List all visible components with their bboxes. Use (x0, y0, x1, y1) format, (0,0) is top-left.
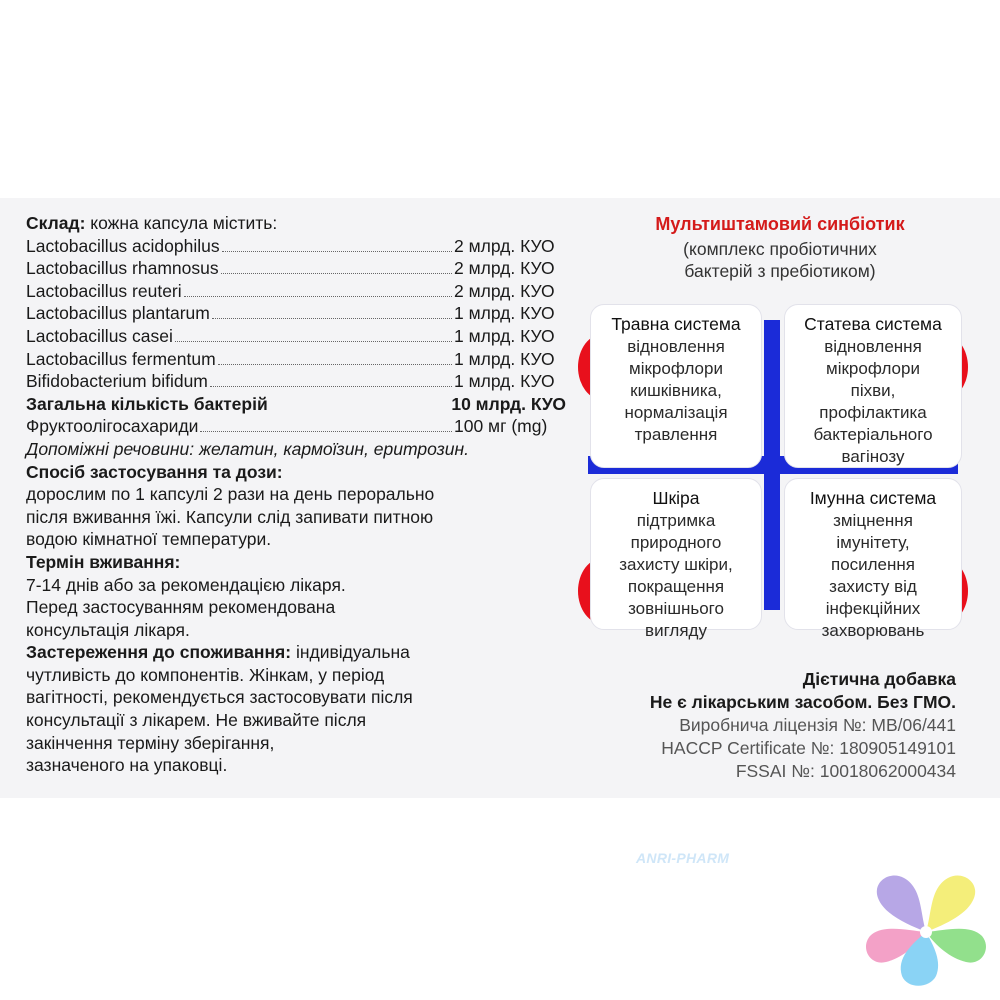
usage-line: дорослим по 1 капсулі 2 рази на день перорально (26, 484, 435, 505)
ingredient-row: Lactobacillus fermentum 1 млрд. КУО (26, 348, 555, 369)
warnings-line: закінчення терміну зберігання, (26, 732, 275, 753)
flower-logo-icon (858, 862, 994, 998)
benefit-card-skin: Шкіра підтримка природного захисту шкіри, покращення зовнішнього вигляду (590, 478, 762, 630)
ingredient-row: Lactobacillus rhamnosus 2 млрд. КУО (26, 258, 555, 279)
composition-heading: Склад: кожна капсула містить: (26, 213, 278, 233)
warnings-line: вагітності, рекомендується застосовувати після (26, 687, 413, 708)
benefit-card-reproductive: Статева система відновлення мікрофлори піхви, профілактика бактеріального вагінозу (784, 304, 962, 468)
ingredient-row: Lactobacillus plantarum 1 млрд. КУО (26, 303, 555, 324)
excipients-text: Допоміжні речовини: желатин, кармоїзин, еритрозин. (26, 438, 469, 459)
watermark-text: ANRI-PHARM (636, 850, 730, 866)
fos-row: Фруктоолігосахариди 100 мг (mg) (26, 416, 548, 437)
ingredient-row: Lactobacillus casei 1 млрд. КУО (26, 325, 555, 346)
benefit-card-digestive: Травна система відновлення мікрофлори кишківника, нормалізація травлення (590, 304, 762, 468)
usage-line: після вживання їжі. Капсули слід запивати питною (26, 506, 434, 527)
ingredient-row: Lactobacillus reuteri 2 млрд. КУО (26, 280, 555, 301)
benefits-panel (578, 300, 968, 640)
product-subtitle: (комплекс пробіотичних бактерій з пребіотиком) (683, 239, 877, 281)
total-bacteria-row: Загальна кількість бактерій 10 млрд. КУО (26, 393, 566, 414)
ingredient-row: Lactobacillus acidophilus 2 млрд. КУО (26, 235, 555, 256)
benefit-card-immune: Імунна система зміцнення імунітету, посилення захисту від інфекційних захворювань (784, 478, 962, 630)
usage-heading: Спосіб застосування та дози: (26, 461, 283, 482)
term-heading: Термін вживання: (26, 551, 181, 572)
warnings-line: зазначеного на упаковці. (26, 755, 228, 776)
composition-column (26, 212, 586, 777)
warnings-line: консультації з лікарем. Не вживайте після (26, 710, 367, 731)
regulatory-info (560, 668, 956, 783)
ingredient-row: Bifidobacterium bifidum 1 млрд. КУО (26, 371, 555, 392)
term-line: 7-14 днів або за рекомендацією лікаря. (26, 574, 346, 595)
warnings-heading-line: Застереження до споживання: індивідуальна (26, 642, 410, 663)
term-line: консультація лікаря. (26, 619, 190, 640)
not-medicine-label: Не є лікарським засобом. Без ГМО. (649, 692, 956, 712)
product-title: Мультиштамовий синбіотик (655, 214, 905, 234)
license-number: Виробнича ліцензія №: MB/06/441 (679, 715, 956, 735)
supplement-label: Дієтична добавка (802, 669, 956, 689)
fssai-number: FSSAI №: 10018062000434 (735, 761, 956, 781)
warnings-line: чутливість до компонентів. Жінкам, у період (26, 664, 385, 685)
haccp-number: HACCP Certificate №: 180905149101 (661, 738, 956, 758)
term-line: Перед застосуванням рекомендована (26, 597, 336, 618)
usage-line: водою кімнатної температури. (26, 529, 272, 550)
